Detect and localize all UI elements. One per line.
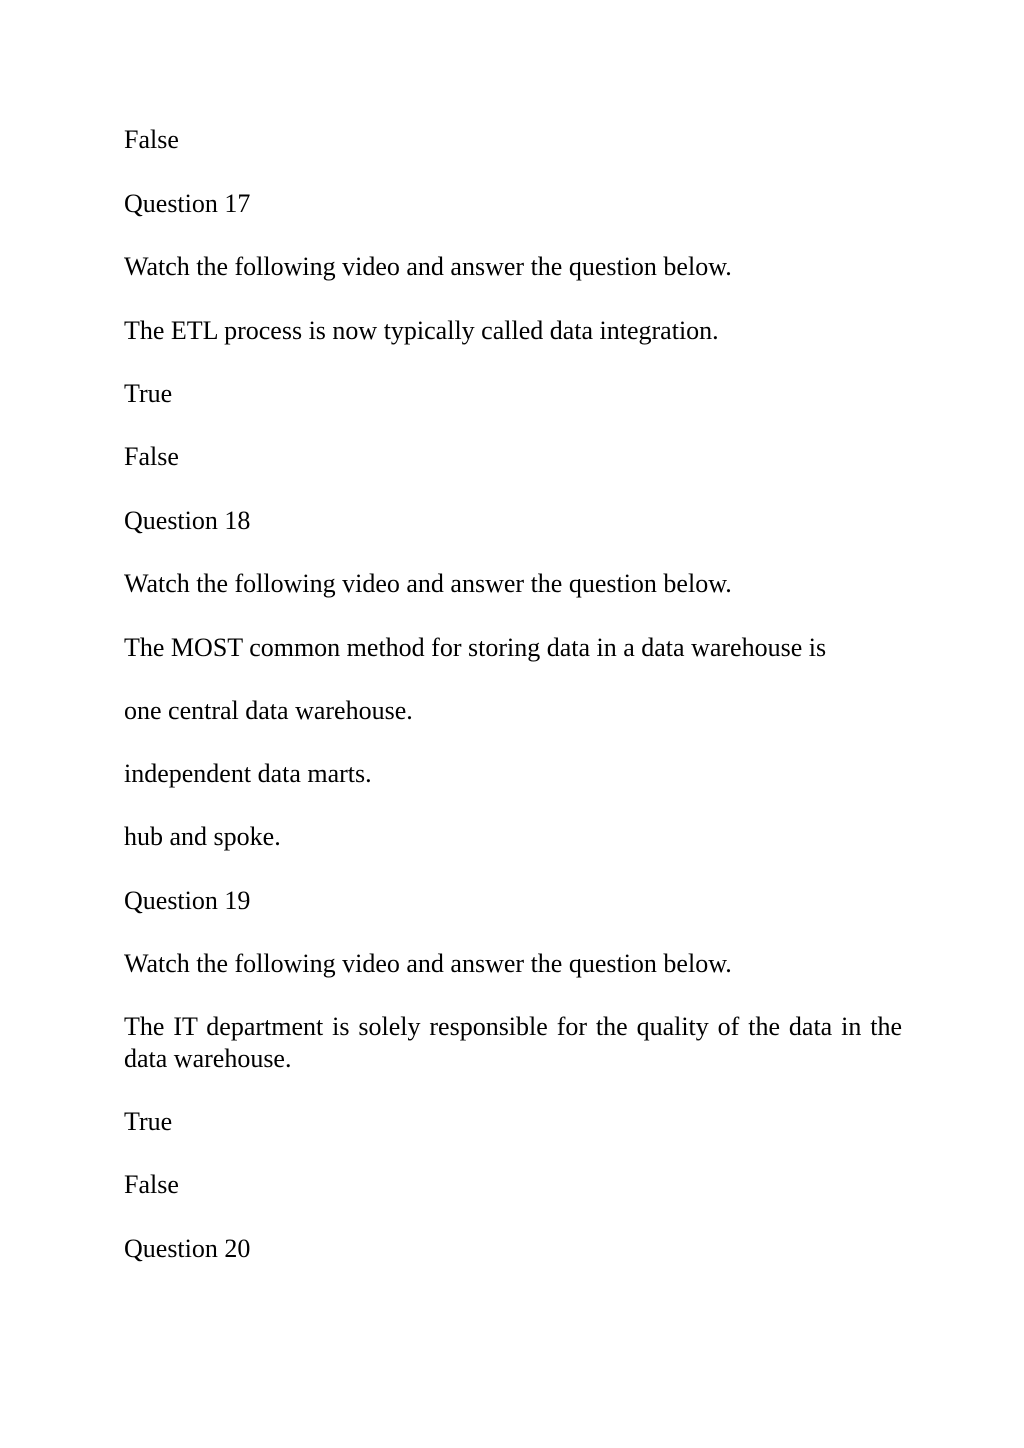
question-18-instruction: Watch the following video and answer the question below. — [124, 569, 732, 598]
answer-option-false: False — [124, 125, 179, 154]
answer-option-b: independent data marts. — [124, 759, 372, 788]
question-20-heading: Question 20 — [124, 1234, 251, 1263]
question-17-instruction: Watch the following video and answer the question below. — [124, 252, 732, 281]
question-17-heading: Question 17 — [124, 189, 251, 218]
question-19-instruction: Watch the following video and answer the question below. — [124, 949, 732, 978]
question-18-heading: Question 18 — [124, 506, 251, 535]
question-18-text: The MOST common method for storing data in a data warehouse is — [124, 633, 827, 662]
question-19-text: The IT department is solely responsible for the quality of the data in the data warehouse. — [124, 1012, 902, 1073]
answer-option-c: hub and spoke. — [124, 822, 281, 851]
answer-option-true: True — [124, 1107, 173, 1136]
question-17-text: The ETL process is now typically called data integration. — [124, 316, 719, 345]
answer-option-true: True — [124, 379, 173, 408]
answer-option-false: False — [124, 1170, 179, 1199]
question-19-heading: Question 19 — [124, 886, 251, 915]
answer-option-false: False — [124, 442, 179, 471]
answer-option-a: one central data warehouse. — [124, 696, 413, 725]
